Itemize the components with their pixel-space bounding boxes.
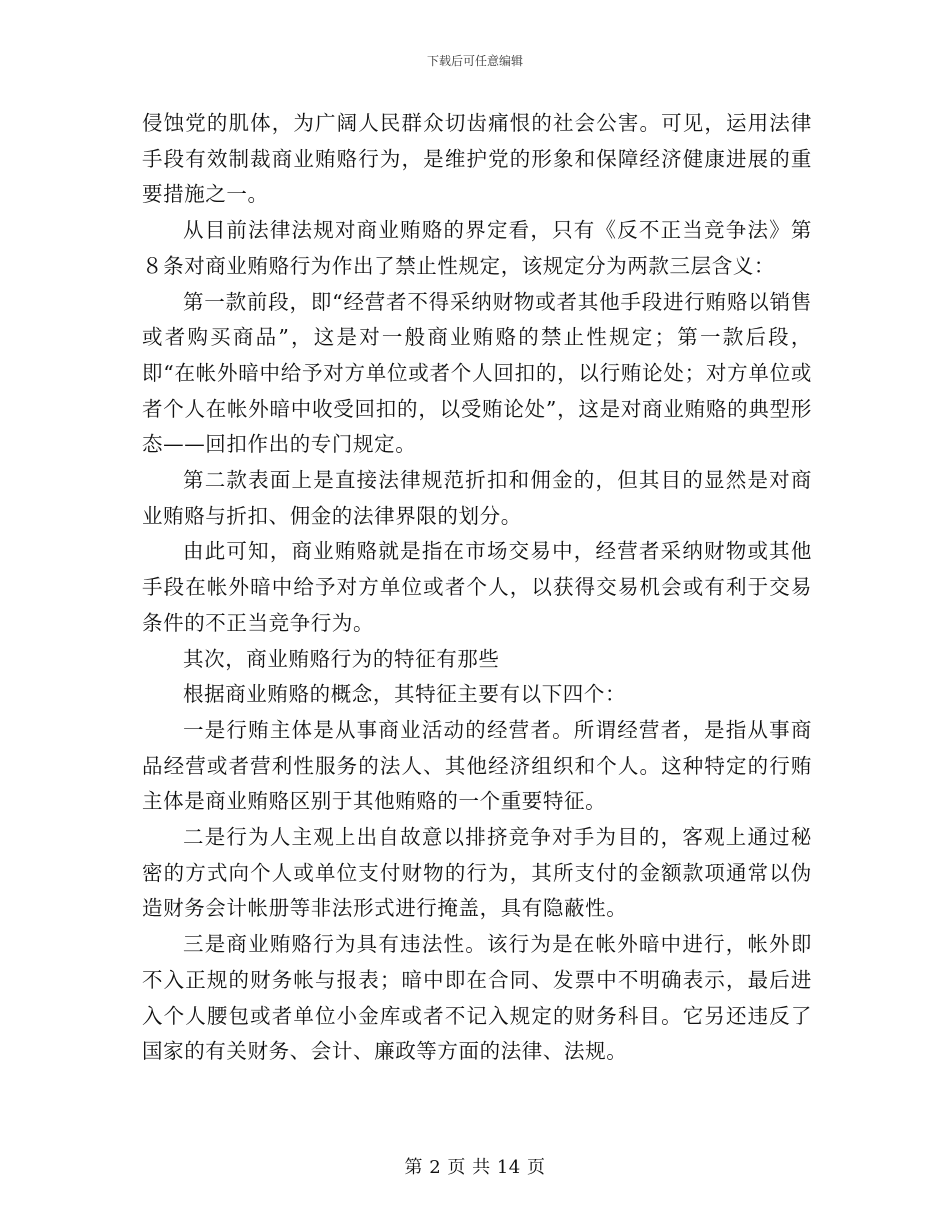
section-heading: 其次，商业贿赂行为的特征有那些 [183, 646, 500, 671]
paragraph-1: 侵蚀党的肌体，为广阔人民群众切齿痛恨的社会公害。可见，运用法律手段有效制裁商业贿赂行为，是维护党的形象和保障经济健康进展的重要措施之一。 [142, 111, 812, 207]
paragraph-9: 二是行为人主观上出自故意以排挤竞争对手为目的，客观上通过秘密的方式向个人或单位支付财物的行为，其所支付的金额款项通常以伪造财务会计帐册等非法形式进行掩盖，具有隐蔽性。 [142, 825, 812, 921]
paragraph-5: 由此可知，商业贿赂就是指在市场交易中，经营者采纳财物或其他手段在帐外暗中给予对方单位或者个人，以获得交易机会或有利于交易条件的不正当竞争行为。 [142, 539, 812, 635]
document-body [142, 106, 812, 1070]
paragraph-3: 第一款前段，即“经营者不得采纳财物或者其他手段进行贿赂以销售或者购买商品”，这是对一般商业贿赂的禁止性规定；第一款后段，即“在帐外暗中给予对方单位或者个人回扣的，以行贿论处；对方单位或者个人在帐外暗中收受回扣的，以受贿论处”，这是对商业贿赂的典型形态——回扣作出的专门规定。 [142, 289, 812, 457]
paragraph-10: 三是商业贿赂行为具有违法性。该行为是在帐外暗中进行，帐外即不入正规的财务帐与报表；暗中即在合同、发票中不明确表示，最后进入个人腰包或者单位小金库或者不记入规定的财务科目。它另还违反了国家的有关财务、会计、廉政等方面的法律、法规。 [142, 932, 812, 1064]
paragraph-4: 第二款表面上是直接法律规范折扣和佣金的，但其目的显然是对商业贿赂与折扣、佣金的法律界限的划分。 [142, 468, 812, 528]
page-number: 第 2 页 共 14 页 [404, 1157, 546, 1178]
paragraph-7: 根据商业贿赂的概念，其特征主要有以下四个： [183, 682, 627, 707]
page-header: 下载后可任意编辑 [426, 54, 523, 68]
paragraph-2: 从目前法律法规对商业贿赂的界定看，只有《反不正当竞争法》第８条对商业贿赂行为作出了禁止性规定，该规定分为两款三层含义： [142, 218, 812, 278]
paragraph-8: 一是行贿主体是从事商业活动的经营者。所谓经营者，是指从事商品经营或者营利性服务的法人、其他经济组织和个人。这种特定的行贿主体是商业贿赂区别于其他贿赂的一个重要特征。 [142, 717, 812, 814]
